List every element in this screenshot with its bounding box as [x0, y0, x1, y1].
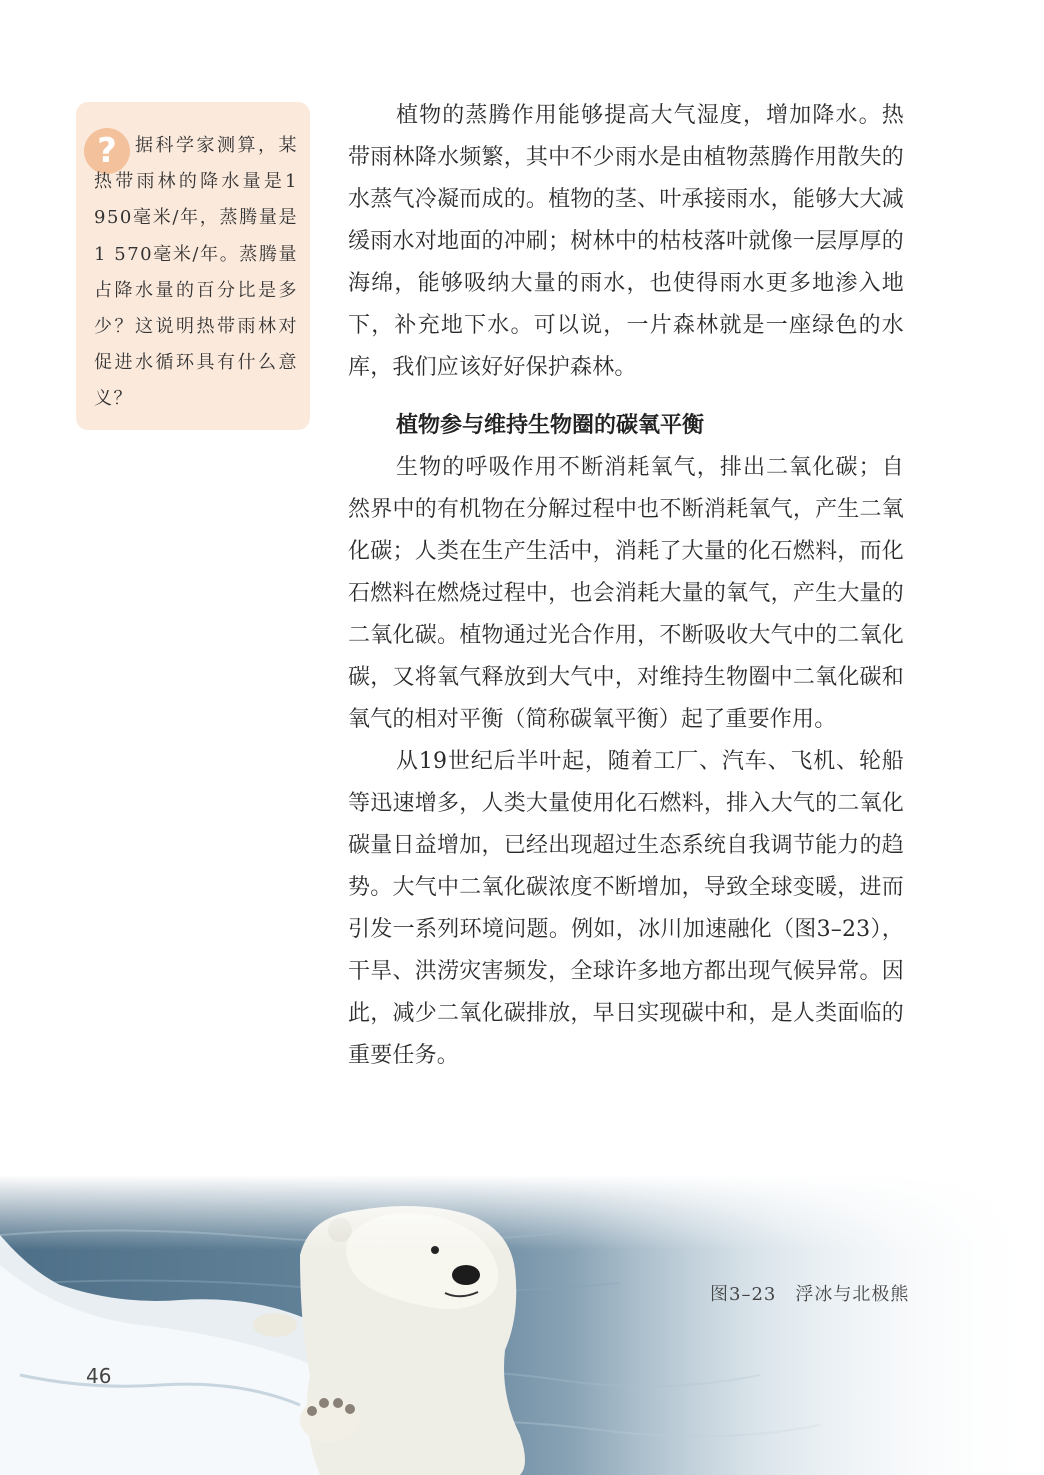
polar-bear-photo [0, 1175, 1044, 1475]
figure-caption: 图3–23 浮冰与北极熊 [710, 1284, 910, 1305]
paragraph-transpiration: 植物的蒸腾作用能够提高大气湿度，增加降水。热带雨林降水频繁，其中不少雨水是由植物蒸腾作用散失的水蒸气冷凝而成的。植物的茎、叶承接雨水，能够大大减缓雨水对地面的冲刷；树林中的枯枝落叶就像一层厚厚的海绵，能够吸纳大量的雨水，也使得雨水更多地渗入地下，补充地下水。可以说，一片森林就是一座绿色的水库，我们应该好好保护森林。 [348, 103, 904, 380]
main-content [348, 95, 904, 1077]
paragraph-carbon-oxygen: 生物的呼吸作用不断消耗氧气，排出二氧化碳；自然界中的有机物在分解过程中也不断消耗氧气，产生二氧化碳；人类在生产生活中，消耗了大量的化石燃料，而化石燃料在燃烧过程中，也会消耗大量的氧气，产生大量的二氧化碳。植物通过光合作用，不断吸收大气中的二氧化碳，又将氧气释放到大气中，对维持生物圈中二氧化碳和氧气的相对平衡（简称碳氧平衡）起了重要作用。 [348, 455, 904, 732]
question-mark-icon: ? [84, 128, 130, 174]
section-heading: 植物参与维持生物圈的碳氧平衡 [396, 413, 705, 438]
paragraph-climate: 从19世纪后半叶起，随着工厂、汽车、飞机、轮船等迅速增多，人类大量使用化石燃料，排入大气的二氧化碳量日益增加，已经出现超过生态系统自我调节能力的趋势。大气中二氧化碳浓度不断增加，导致全球变暖，进而引发一系列环境问题。例如，冰川加速融化（图3–23），干旱、洪涝灾害频发，全球许多地方都出现气候异常。因此，减少二氧化碳排放，早日实现碳中和，是人类面临的重要任务。 [348, 749, 904, 1068]
polar-bear-illustration [0, 1175, 1044, 1475]
page-number: 46 [86, 1364, 112, 1388]
think-box-text: 据科学家测算，某热带雨林的降水量是1 950毫米/年，蒸腾量是1 570毫米/年。蒸腾量占降水量的百分比是多少？这说明热带雨林对促进水循环具有什么意义？ [94, 135, 298, 410]
